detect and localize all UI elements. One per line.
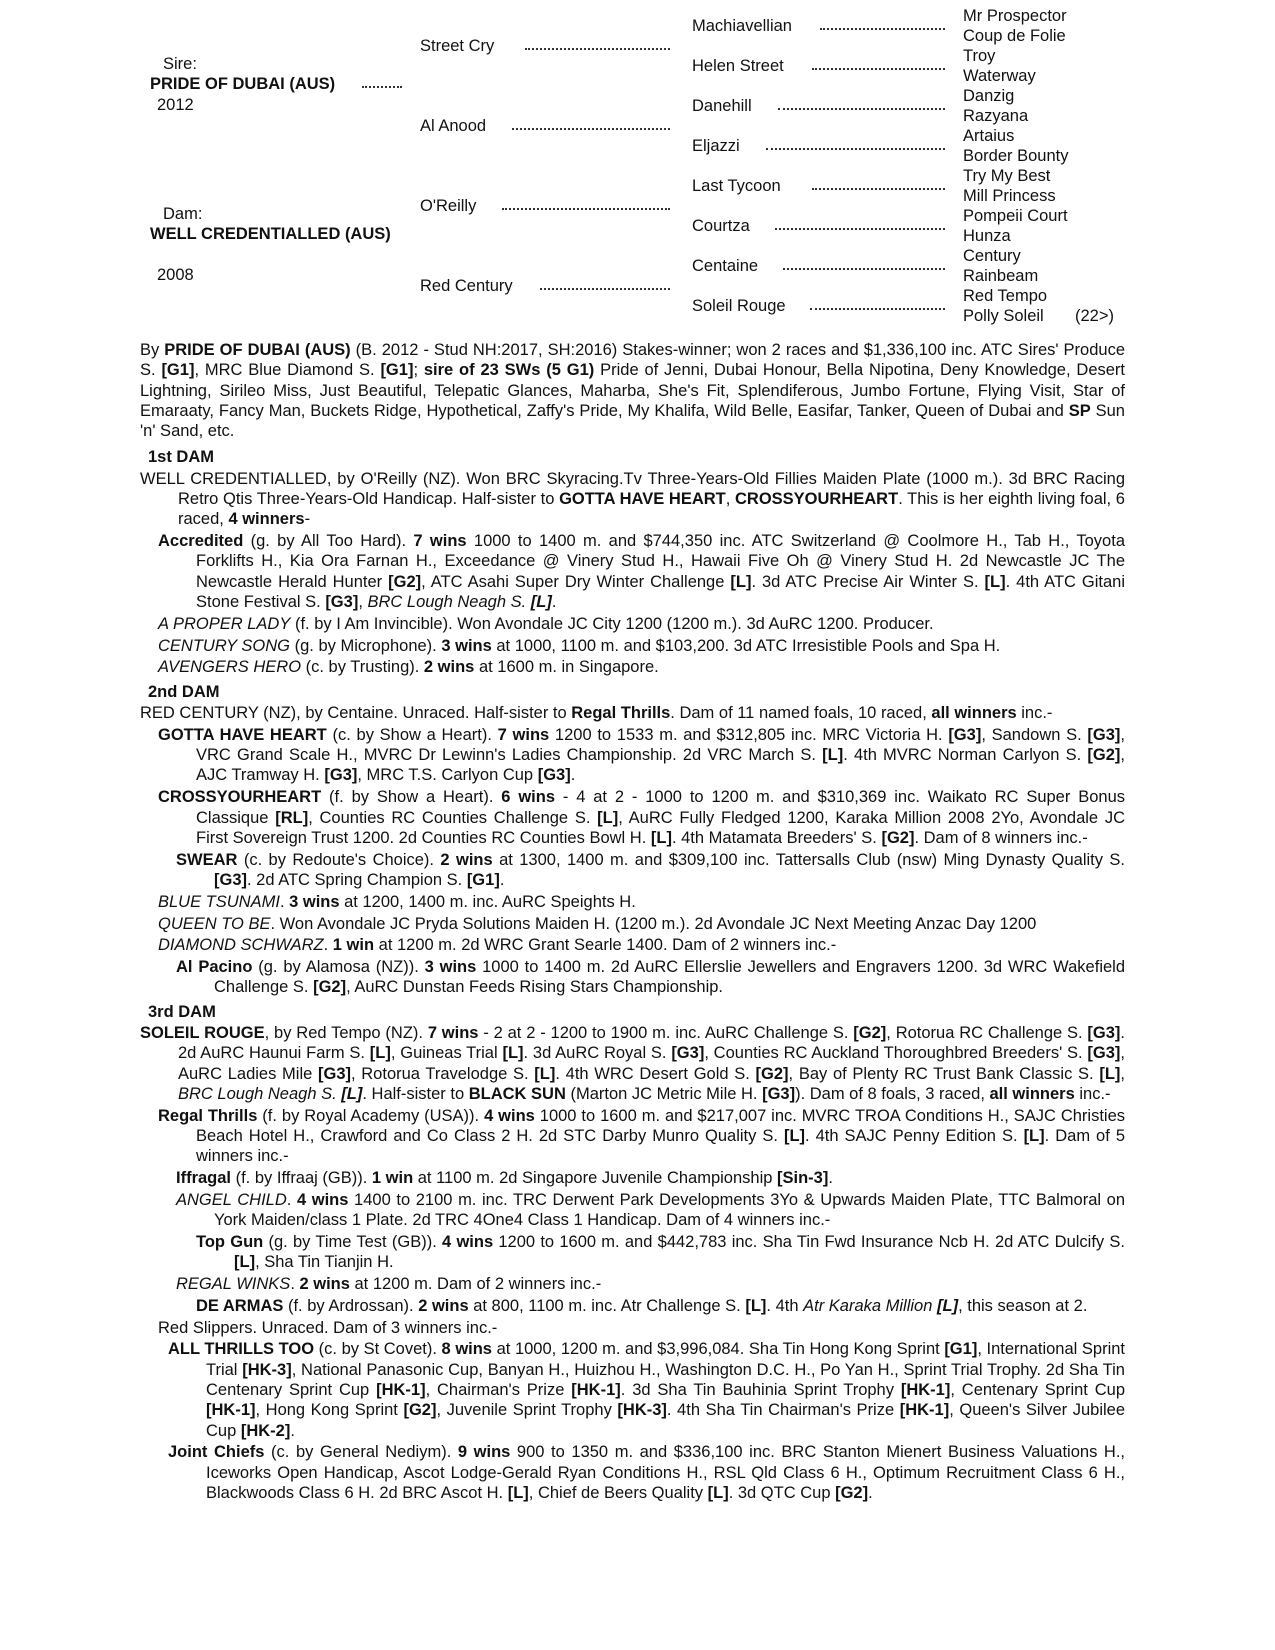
text-run: at 1100 m. 2d Singapore Juvenile Championship xyxy=(413,1169,778,1188)
text-run: ANGEL CHILD xyxy=(176,1190,287,1209)
text-run: [L] xyxy=(597,808,619,827)
text-run: at 1200, 1400 m. inc. AuRC Speights H. xyxy=(339,892,636,911)
text-run: . xyxy=(290,1421,295,1440)
text-run: . xyxy=(868,1484,873,1503)
text-run: , Centenary Sprint Cup xyxy=(950,1381,1125,1400)
pedigree-entry xyxy=(158,657,1125,677)
text-run: 2 wins xyxy=(299,1275,350,1294)
text-run: . xyxy=(828,1169,833,1188)
pedigree-entry xyxy=(176,1274,1125,1294)
text-run: [HK-1] xyxy=(206,1401,256,1420)
third-dam-heading: 3rd DAM xyxy=(148,1002,216,1021)
text-run: [G1] xyxy=(944,1340,978,1359)
text-run: . 4th MVRC Norman Carlyon S. xyxy=(843,746,1088,765)
text-run: . xyxy=(279,892,290,911)
text-run: , this season at 2. xyxy=(958,1296,1088,1315)
text-run: [L] xyxy=(1023,1126,1045,1145)
text-run: (f. by I Am Invincible). Won Avondale JC City 1200 (1200 m.). 3d AuRC 1200. Producer. xyxy=(290,614,934,633)
text-run: [L] xyxy=(745,1296,767,1315)
text-run: (f. by Ardrossan). xyxy=(283,1296,419,1315)
text-run: , National Panasonic Cup, Banyan H., Huizhou H., Washington D.C. H., Po Yan H., Sprint Trial Trophy. 2d Sha Tin Centenary Sprint Cup xyxy=(206,1360,1125,1400)
gen2-name: Red Century xyxy=(420,277,513,295)
text-run: sire of 23 SWs (5 G1) xyxy=(423,361,595,380)
text-run: [G2] xyxy=(1087,746,1121,765)
text-run: [G3] xyxy=(325,593,359,612)
text-run: Sun 'n' Sand, etc. xyxy=(140,401,1125,441)
gen3-name: Danehill xyxy=(692,97,752,115)
text-run: 7 wins xyxy=(427,1024,479,1042)
text-run: [G2] xyxy=(835,1484,869,1503)
pedigree-entry xyxy=(196,1232,1125,1273)
text-run: ). Dam of 8 foals, 3 raced, xyxy=(795,1084,990,1103)
text-run: WELL CREDENTIALLED, by O'Reilly (NZ). Won BRC Skyracing.Tv Three-Years-Old Fillies Maiden Plate (1000 m.). 3d BRC Racing Retro Qtis Three-Years-Old Handicap. Half-sister to xyxy=(140,469,1125,509)
pedigree-entry xyxy=(168,1339,1125,1440)
connector xyxy=(766,148,945,150)
text-run: . 3d AuRC Royal S. xyxy=(523,1044,672,1063)
pedigree-entry xyxy=(158,1318,1125,1338)
text-run: , Sha Tin Tianjin H. xyxy=(255,1253,394,1272)
catalogue-page-text xyxy=(140,340,1125,1505)
pedigree-entry xyxy=(158,636,1125,656)
text-run: [L] xyxy=(650,828,672,847)
connector xyxy=(778,108,945,110)
gen3-name: Centaine xyxy=(692,257,759,275)
text-run: - 2 at 2 - 1200 to 1900 m. inc. AuRC Challenge S. xyxy=(478,1024,854,1042)
text-run: [L] xyxy=(707,1484,729,1503)
text-run: (g. by Alamosa (NZ)). xyxy=(252,958,425,977)
text-run: [G3] xyxy=(948,725,982,744)
text-run: . 2d AuRC Haunui Farm S. xyxy=(178,1024,1126,1063)
pedigree-entry xyxy=(196,1296,1125,1316)
gen3-name: Helen Street xyxy=(692,57,784,75)
text-run: . xyxy=(286,1190,297,1209)
text-run: 7 wins xyxy=(413,532,467,551)
text-run: , Counties RC Counties Challenge S. xyxy=(308,808,598,827)
pedigree-entry xyxy=(176,850,1125,891)
text-run: By xyxy=(140,341,165,359)
text-run: 4 wins xyxy=(442,1232,494,1251)
text-run: Joint Chiefs xyxy=(168,1443,265,1462)
gen4-name: Troy xyxy=(963,47,996,65)
text-run: all winners xyxy=(989,1084,1075,1103)
text-run: GOTTA HAVE HEART xyxy=(158,725,327,744)
text-run: (g. by Time Test (GB)). xyxy=(263,1232,443,1251)
text-run: , MRC Blue Diamond S. xyxy=(194,361,381,380)
text-run: [L] xyxy=(534,1064,556,1083)
gen4-name: Polly Soleil xyxy=(963,307,1044,325)
text-run: AVENGERS HERO xyxy=(158,658,302,677)
text-run: 900 to 1350 m. and $336,100 inc. BRC Stanton Mienert Business Valuations H., Iceworks Open Handicap, Ascot Lodge-Gerald Ryan Conditions H., RSL Qld Class 6 H., Optimum Recruitment Class 6 H., Blackwoods Class 6 H. 2d BRC Ascot H. xyxy=(206,1443,1125,1503)
pedigree-entry xyxy=(176,957,1125,998)
inbreeding-note: (22>) xyxy=(1075,307,1114,325)
text-run: 1000 to 1400 m. 2d AuRC Ellerslie Jewellers and Engravers 1200. 3d WRC Wakefield Challenge S. xyxy=(214,958,1125,997)
text-run: [L] xyxy=(502,1044,524,1063)
text-run: (c. by Trusting). xyxy=(301,658,424,677)
text-run: 1000 to 1400 m. and $744,350 inc. ATC Switzerland @ Coolmore H., Tab H., Toyota Forklifts H., Kia Ora Farnan H., Exceedance @ Vinery Stud H., Hawaii Five Oh @ Vinery Stud H. 2d Newcastle JC The Newcastle Herald Hunter xyxy=(196,532,1125,591)
text-run: 4 winners xyxy=(228,510,305,529)
text-run: 1 win xyxy=(332,936,375,955)
gen4-name: Pompeii Court xyxy=(963,207,1068,225)
text-run: 3 wins xyxy=(441,636,492,655)
text-run: [G1] xyxy=(466,870,500,889)
dam-name: WELL CREDENTIALLED (AUS) xyxy=(150,225,391,243)
text-run: [RL] xyxy=(275,808,309,827)
text-run: , Hong Kong Sprint xyxy=(255,1401,404,1420)
dam-year: 2008 xyxy=(157,266,194,284)
pedigree-entry xyxy=(176,1190,1125,1231)
pedigree-entry xyxy=(168,1442,1125,1503)
text-run: [G2] xyxy=(881,828,915,847)
text-run: . xyxy=(290,1275,300,1294)
gen4-name: Waterway xyxy=(963,67,1036,85)
gen2-name: Al Anood xyxy=(420,117,487,135)
gen4-name: Mr Prospector xyxy=(963,7,1067,25)
text-run: (f. by Show a Heart). xyxy=(321,788,502,807)
text-run: . 4th xyxy=(766,1296,804,1315)
gen3-name: Courtza xyxy=(692,217,750,235)
connector xyxy=(810,308,945,310)
gen4-name: Danzig xyxy=(963,87,1015,105)
text-run: Iffragal xyxy=(176,1169,232,1188)
text-run: (c. by Show a Heart). xyxy=(326,725,498,744)
sire-name: PRIDE OF DUBAI (AUS) xyxy=(150,75,336,93)
text-run: [G3] xyxy=(1087,725,1121,744)
gen2-name: Street Cry xyxy=(420,37,495,55)
text-run: , Sandown S. xyxy=(981,725,1088,744)
text-run: [HK-3] xyxy=(242,1360,292,1379)
connector xyxy=(783,268,945,270)
text-run: , Bay of Plenty RC Trust Bank Classic S. xyxy=(788,1064,1100,1083)
text-run: [G3] xyxy=(324,766,358,785)
text-run: [G2] xyxy=(313,978,347,997)
text-run: [L] xyxy=(1099,1064,1121,1083)
text-run: [G3] xyxy=(214,870,247,889)
text-run: [L] xyxy=(369,1044,391,1063)
text-run: , Rotorua Travelodge S. xyxy=(350,1064,535,1083)
text-run: , Chairman's Prize xyxy=(425,1381,572,1400)
gen3-name: Eljazzi xyxy=(692,137,740,155)
pedigree-entry xyxy=(176,1168,1125,1188)
sire-label: Sire: xyxy=(163,55,197,73)
text-run: , MRC T.S. Carlyon Cup xyxy=(357,766,538,785)
text-run: CROSSYOURHEART xyxy=(735,490,899,509)
text-run: , AuRC Dunstan Feeds Rising Stars Championship. xyxy=(346,978,724,997)
text-run: [L] xyxy=(783,1126,806,1145)
text-run: . 3d ATC Precise Air Winter S. xyxy=(751,572,985,591)
text-run: . Dam of 5 winners inc.- xyxy=(196,1126,1125,1166)
text-run: . 4th WRC Desert Gold S. xyxy=(555,1064,756,1083)
text-run: [G3] xyxy=(671,1044,705,1063)
text-run: Atr Karaka Million xyxy=(803,1296,937,1315)
text-run: , Rotorua RC Challenge S. xyxy=(886,1024,1088,1042)
text-run: . xyxy=(570,766,576,785)
text-run: [L] xyxy=(234,1253,256,1272)
text-run: . Dam of 11 named foals, 10 raced, xyxy=(670,704,932,723)
text-run: 2 wins xyxy=(418,1296,469,1315)
pedigree-entry xyxy=(158,614,1125,634)
connector xyxy=(775,228,945,230)
text-run: (g. by Microphone). xyxy=(290,636,442,655)
text-run: . 4th ATC Gitani Stone Festival S. xyxy=(196,572,1126,612)
first-dam-section xyxy=(140,469,1125,678)
gen4-name: Try My Best xyxy=(963,167,1051,185)
text-run: , xyxy=(725,490,735,509)
text-run: , AuRC Ladies Mile xyxy=(178,1044,1125,1083)
text-run: [G2] xyxy=(853,1024,887,1042)
text-run: [G2] xyxy=(755,1064,789,1083)
text-run: Top Gun xyxy=(196,1232,264,1251)
pedigree-entry xyxy=(140,469,1125,530)
text-run: [L] xyxy=(984,572,1006,591)
text-run: at 1300, 1400 m. and $309,100 inc. Tattersalls Club (nsw) Ming Dynasty Quality S. xyxy=(492,850,1126,869)
text-run: , Guineas Trial xyxy=(390,1044,503,1063)
text-run: Regal Thrills xyxy=(571,704,671,723)
text-run: , Counties RC Auckland Thoroughbred Breeders' S. xyxy=(704,1044,1088,1063)
text-run: 9 wins xyxy=(457,1443,511,1462)
text-run: (c. by General Nediym). xyxy=(264,1443,458,1462)
gen2-name: O'Reilly xyxy=(420,197,477,215)
text-run: at 1200 m. Dam of 2 winners inc.- xyxy=(349,1275,602,1294)
text-run: . 3d QTC Cup xyxy=(728,1484,836,1503)
text-run: [G3] xyxy=(317,1064,351,1083)
first-dam-heading: 1st DAM xyxy=(148,448,215,467)
text-run: [L] xyxy=(730,572,752,591)
text-run: 7 wins xyxy=(497,725,550,744)
text-run: [Sin-3] xyxy=(777,1169,829,1188)
text-run: [HK-3] xyxy=(617,1401,667,1420)
text-run: , Juvenile Sprint Trophy xyxy=(436,1401,618,1420)
pedigree-entry xyxy=(158,935,1125,955)
gen4-name: Red Tempo xyxy=(963,287,1048,305)
gen4-name: Rainbeam xyxy=(963,267,1039,285)
text-run: 6 wins xyxy=(501,788,556,807)
text-run: 8 wins xyxy=(441,1340,492,1359)
text-run: (f. by Iffraaj (GB)). xyxy=(231,1169,372,1188)
connector xyxy=(812,68,945,70)
text-run: [L] xyxy=(937,1296,959,1315)
text-run: DE ARMAS xyxy=(196,1296,284,1315)
text-run: SWEAR xyxy=(176,850,238,869)
text-run: at 1000, 1200 m. and $3,996,084. Sha Tin Hong Kong Sprint xyxy=(492,1340,945,1359)
text-run: Accredited xyxy=(158,532,244,551)
gen3-name: Soleil Rouge xyxy=(692,297,786,315)
text-run: at 1000, 1100 m. and $103,200. 3d ATC Irresistible Pools and Spa H. xyxy=(491,636,1001,655)
text-run: [G3] xyxy=(762,1084,796,1103)
text-run: BLUE TSUNAMI xyxy=(158,892,280,911)
text-run: Al Pacino xyxy=(176,958,253,977)
text-run: , xyxy=(358,593,368,612)
text-run: . xyxy=(499,870,505,889)
dam-label: Dam: xyxy=(163,205,203,223)
text-run: [HK-1] xyxy=(376,1381,426,1400)
text-run: Pride of Jenni, Dubai Honour, Bella Nipotina, Deny Knowledge, Desert Lightning, Sirileo Miss, Just Beautiful, Telepatic Glances, Maharba, She's Fit, Splendiferous, Jumbo Fortune, Flying Visit, Star of Emaraaty, Fancy Man, Buckets Ridge, Hypothetical, Zaffy's Pride, My Khalifa, Wild Belle, Easifar, Tanker, Queen of Dubai and xyxy=(140,361,1125,420)
pedigree-entry xyxy=(158,914,1125,934)
text-run: REGAL WINKS xyxy=(176,1275,291,1294)
text-run: 2 wins xyxy=(440,850,493,869)
text-run: , by Red Tempo (NZ). xyxy=(264,1024,428,1042)
text-run: (c. by St Covet). xyxy=(314,1340,442,1359)
text-run: [HK-1] xyxy=(900,1381,951,1400)
text-run: [G3] xyxy=(1087,1044,1121,1063)
text-run: , International Sprint Trial xyxy=(206,1340,1125,1379)
text-run: at 1600 m. in Singapore. xyxy=(474,658,659,677)
text-run: A PROPER LADY xyxy=(158,614,291,633)
text-run: 1200 to 1600 m. and $442,783 inc. Sha Tin Fwd Insurance Ncb H. 2d ATC Dulcify S. xyxy=(493,1232,1125,1251)
text-run: - 4 at 2 - 1000 to 1200 m. and $310,369 inc. Waikato RC Super Bonus Classique xyxy=(196,788,1125,827)
text-run: BRC Lough Neagh S. xyxy=(178,1084,342,1103)
text-run: , AJC Tramway H. xyxy=(196,746,1125,785)
text-run: 1400 to 2100 m. inc. TRC Derwent Park Developments 3Yo & Upwards Maiden Plate, TTC Balmoral on York Maiden/class 1 Plate. 2d TRC 4One4 Class 1 Handicap. Dam of 4 winners inc.- xyxy=(214,1190,1125,1230)
pedigree-entry xyxy=(140,703,1125,723)
text-run: [G1] xyxy=(161,361,195,380)
text-run: [G3] xyxy=(1087,1024,1121,1042)
text-run: , ATC Asahi Super Dry Winter Challenge xyxy=(421,572,731,591)
second-dam-section xyxy=(140,703,1125,998)
text-run: SP xyxy=(1068,401,1091,420)
pedigree-entry xyxy=(140,1023,1125,1104)
connector xyxy=(540,288,670,290)
pedigree-entry xyxy=(158,787,1125,848)
text-run: [L] xyxy=(822,746,844,765)
text-run: BRC Lough Neagh S. xyxy=(367,593,531,612)
text-run: QUEEN TO BE xyxy=(158,914,271,933)
text-run: GOTTA HAVE HEART xyxy=(559,490,726,509)
pedigree-entry xyxy=(158,892,1125,912)
gen4-name: Artaius xyxy=(963,127,1015,145)
text-run: inc.- xyxy=(1016,704,1053,723)
text-run: 4 wins xyxy=(484,1106,535,1125)
gen3-name: Machiavellian xyxy=(692,17,792,35)
connector xyxy=(502,208,670,210)
text-run: at 1200 m. 2d WRC Grant Searle 1400. Dam of 2 winners inc.- xyxy=(374,936,837,955)
text-run: . 4th SAJC Penny Edition S. xyxy=(805,1126,1024,1145)
text-run: [L] xyxy=(341,1084,363,1103)
text-run: PRIDE OF DUBAI (AUS) xyxy=(164,341,351,359)
text-run: 3 wins xyxy=(289,892,340,911)
text-run: . Won Avondale JC Pryda Solutions Maiden H. (1200 m.). 2d Avondale JC Next Meeting Anzac Day 1200 xyxy=(270,914,1037,933)
text-run: . 4th Sha Tin Chairman's Prize xyxy=(666,1401,900,1420)
text-run: RED CENTURY (NZ), by Centaine. Unraced. Half-sister to xyxy=(140,704,572,723)
text-run: [G2] xyxy=(403,1401,437,1420)
text-run: . xyxy=(551,593,557,612)
second-dam-heading: 2nd DAM xyxy=(148,682,220,701)
text-run: (f. by Royal Academy (USA)). xyxy=(257,1106,485,1125)
text-run: 2 wins xyxy=(423,658,475,677)
text-run: (B. 2012 - Stud NH:2017, SH:2016) Stakes-winner; won 2 races and $1,336,100 inc. ATC Sires' Produce S. xyxy=(140,341,1126,380)
third-dam-section xyxy=(140,1023,1125,1503)
text-run: - xyxy=(304,510,311,529)
gen4-name: Mill Princess xyxy=(963,187,1056,205)
text-run: , AuRC Fully Fledged 1200, Karaka Million 2008 2Yo, Avondale JC First Sovereign Trust 1200. 2d Counties RC Counties Bowl H. xyxy=(196,808,1125,847)
text-run: , VRC Grand Scale H., MVRC Dr Lewinn's Ladies Championship. 2d VRC March S. xyxy=(196,725,1126,765)
sire-summary xyxy=(140,340,1125,441)
text-run: , xyxy=(1120,1064,1125,1083)
connector xyxy=(512,128,670,130)
text-run: BLACK SUN xyxy=(468,1084,566,1103)
text-run: inc.- xyxy=(1074,1084,1111,1103)
text-run: CENTURY SONG xyxy=(158,636,291,655)
connector xyxy=(525,48,670,50)
text-run: DIAMOND SCHWARZ xyxy=(158,936,324,955)
sire-year: 2012 xyxy=(157,96,194,114)
text-run: at 800, 1100 m. inc. Atr Challenge S. xyxy=(468,1296,746,1315)
gen3-name: Last Tycoon xyxy=(692,177,781,195)
text-run: . 2d ATC Spring Champion S. xyxy=(247,870,467,889)
text-run: ; xyxy=(413,361,424,380)
gen4-name: Border Bounty xyxy=(963,147,1069,165)
text-run: 1 win xyxy=(371,1169,414,1188)
text-run: . Half-sister to xyxy=(362,1084,469,1103)
text-run: 3 wins xyxy=(424,958,477,977)
text-run: [G3] xyxy=(537,766,571,785)
text-run: , Chief de Beers Quality xyxy=(528,1484,708,1503)
connector xyxy=(362,86,402,88)
gen4-name: Hunza xyxy=(963,227,1011,245)
pedigree-entry xyxy=(158,531,1125,612)
text-run: [L] xyxy=(507,1484,529,1503)
pedigree-entry xyxy=(158,725,1125,786)
text-run: [L] xyxy=(530,593,552,612)
text-run: (g. by All Too Hard). xyxy=(243,532,414,551)
text-run: Red Slippers. Unraced. Dam of 3 winners inc.- xyxy=(158,1318,498,1337)
text-run: ALL THRILLS TOO xyxy=(168,1340,315,1359)
text-run: . Dam of 8 winners inc.- xyxy=(914,828,1088,847)
text-run: 1200 to 1533 m. and $312,805 inc. MRC Victoria H. xyxy=(549,725,949,744)
connector xyxy=(812,188,945,190)
text-run: (Marton JC Metric Mile H. xyxy=(565,1084,763,1103)
text-run: , Queen's Silver Jubilee Cup xyxy=(206,1401,1126,1440)
pedigree-entry xyxy=(158,1106,1125,1167)
text-run: . xyxy=(323,936,333,955)
text-run: [HK-2] xyxy=(240,1421,291,1440)
text-run: [HK-1] xyxy=(899,1401,950,1420)
text-run: SOLEIL ROUGE xyxy=(140,1024,265,1042)
text-run: 4 wins xyxy=(296,1190,349,1209)
text-run: . This is her eighth living foal, 6 raced, xyxy=(178,490,1125,529)
text-run: all winners xyxy=(931,704,1017,723)
text-run: [G2] xyxy=(388,572,422,591)
text-run: [G1] xyxy=(380,361,414,380)
text-run: [HK-1] xyxy=(571,1381,621,1400)
text-run: . 4th Matamata Breeders' S. xyxy=(671,828,882,847)
gen4-name: Razyana xyxy=(963,107,1029,125)
text-run: . 3d Sha Tin Bauhinia Sprint Trophy xyxy=(620,1381,901,1400)
connector xyxy=(820,28,945,30)
text-run: CROSSYOURHEART xyxy=(158,788,322,807)
text-run: 1000 to 1600 m. and $217,007 inc. MVRC TROA Conditions H., SAJC Christies Beach Hotel H., Crawford and Co Class 2 H. 2d STC Darby Munro Quality S. xyxy=(196,1106,1125,1145)
text-run: Regal Thrills xyxy=(158,1106,258,1125)
text-run: (c. by Redoute's Choice). xyxy=(237,850,441,869)
gen4-name: Coup de Folie xyxy=(963,27,1066,45)
gen4-name: Century xyxy=(963,247,1021,265)
